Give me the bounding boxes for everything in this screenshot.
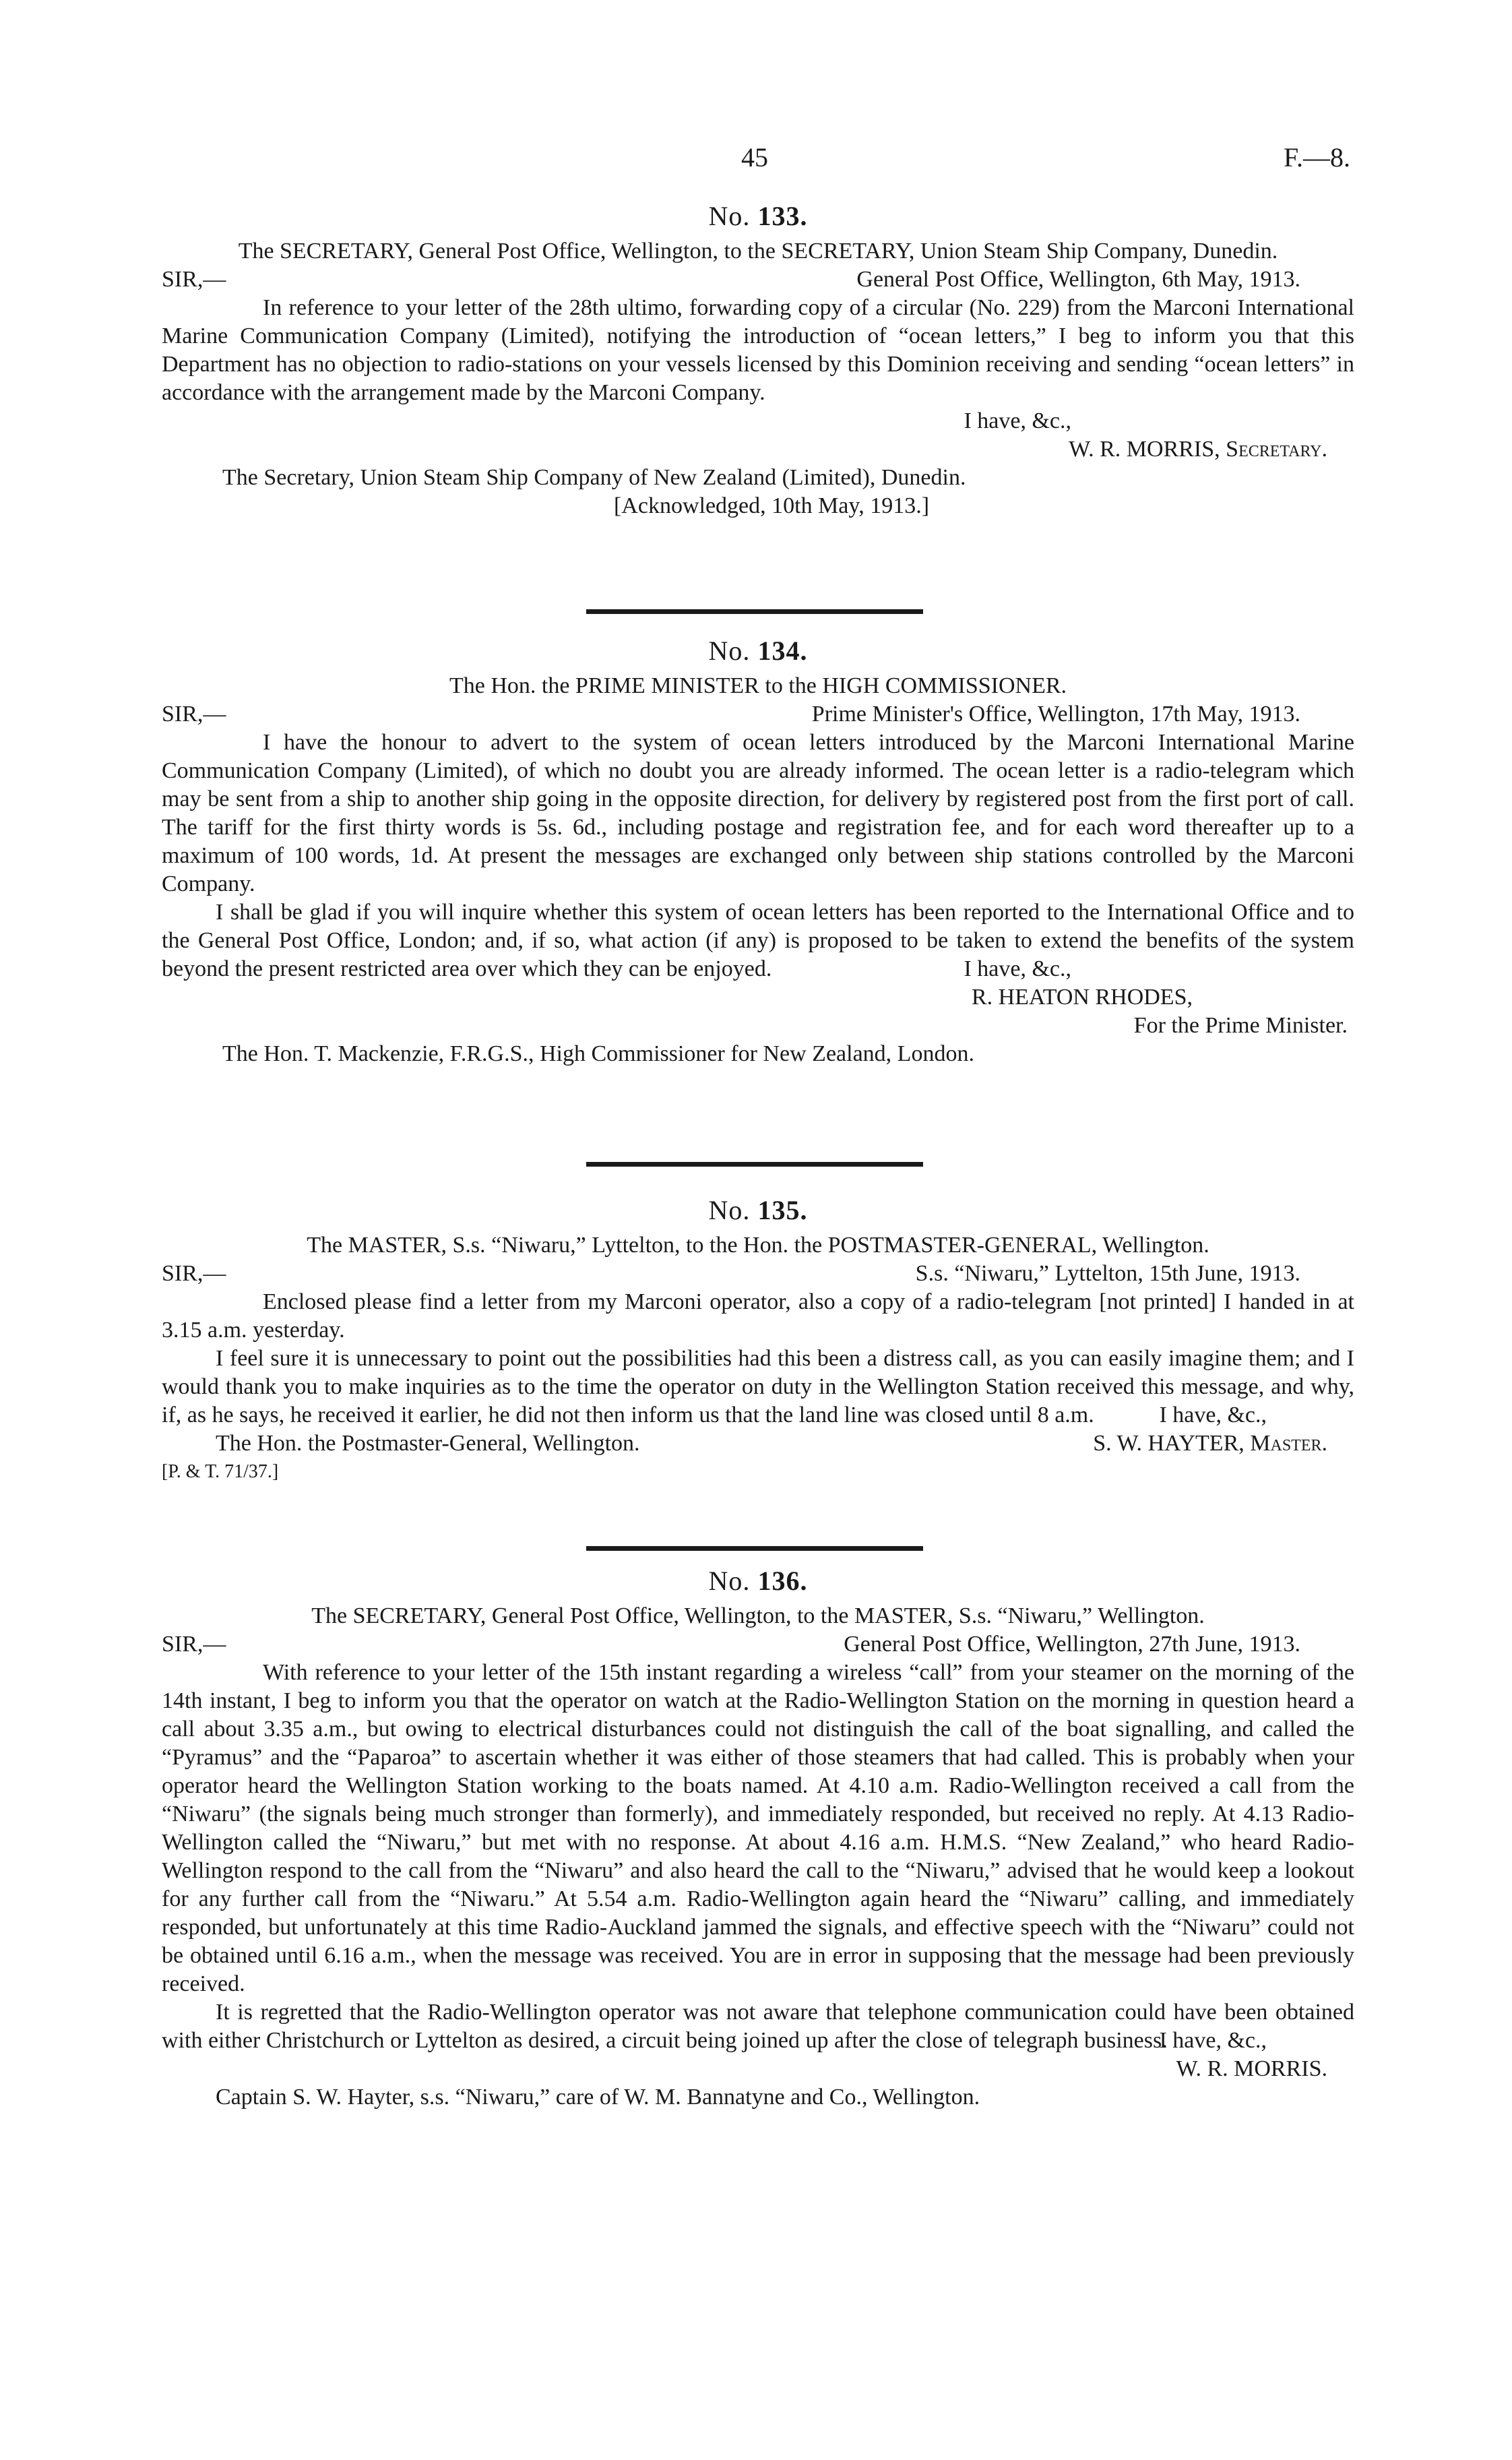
dateline: General Post Office, Wellington, 6th May, 1913. — [856, 267, 1300, 292]
page-number: 45 — [741, 142, 768, 173]
dateline: S.s. “Niwaru,” Lyttelton, 15th June, 1913. — [915, 1261, 1300, 1286]
salutation: SIR,— — [162, 702, 226, 727]
salutation: SIR,— — [162, 1261, 226, 1286]
signature: W. R. MORRIS, Secretary. — [1069, 437, 1327, 462]
recipient: The Hon. the Postmaster-General, Wellington. — [216, 1431, 640, 1456]
file-reference: [P. & T. 71/37.] — [162, 1461, 279, 1482]
salutation-line — [162, 700, 1354, 729]
section-divider — [586, 1546, 923, 1551]
section-divider — [586, 609, 923, 614]
letter-body: With reference to your letter of the 15th instant regarding a wireless “call” from your steamer on the morning of the 14th instant, I beg to inform you that the operator on watch at the Radio-Wellington Station on the morning in question heard a call about 3.35 a.m., but owing to electrical disturbances could not distinguish the call of the boat signalling, and called the “Pyramus” and the “Paparoa” to ascertain whether it was either of those steamers that had called. This is probably when your operator heard the Wellington Station working to the boats named. At 4.10 a.m. Radio-Wellington received a call from the “Niwaru” (the signals being much stronger than formerly), and immediately responded, but received no reply. At 4.13 Radio-Wellington called the “Niwaru,” but met with no response. At about 4.16 a.m. H.M.S. “New Zealand,” who heard Radio-Wellington respond to the call from the “Niwaru” and also heard the call to the “Niwaru,” advised that he would keep a lookout for any further call from the “Niwaru.” At 5.54 a.m. Radio-Wellington again heard the “Niwaru” calling, and immediately responded, but unfortunately at this time Radio-Auckland jammed the signals, and effective speech with the “Niwaru” could not be obtained until 6.16 a.m., when the message was received. You are in error in supposing that the message had been previously received. — [162, 1660, 1354, 1996]
closing: I have, &c., — [1159, 1403, 1267, 1427]
salutation-line — [162, 1260, 1354, 1288]
recipient: The Hon. T. Mackenzie, F.R.G.S., High Commissioner for New Zealand, London. — [222, 1041, 974, 1066]
letter-address: The Hon. the PRIME MINISTER to the HIGH COMMISSIONER. — [449, 673, 1067, 698]
letter-number-heading: No. 134. — [708, 636, 808, 666]
letter-135 — [162, 1196, 1354, 1486]
letter-number-heading: No. 135. — [708, 1195, 808, 1225]
signature-capacity: For the Prime Minister. — [1133, 1013, 1348, 1038]
signature: S. W. HAYTER, Master. — [1093, 1431, 1327, 1456]
letter-body: In reference to your letter of the 28th ultimo, forwarding copy of a circular (No. 229) from the Marconi International Marine Communication Company (Limited), notifying the introduction of “ocean letters,” I beg to inform you that this Department has no objection to radio-stations on your vessels licensed by this Dominion receiving and sending “ocean letters” in accordance with the arrangement made by the Marconi Company. — [162, 295, 1354, 405]
letter-134 — [162, 637, 1354, 1068]
salutation: SIR,— — [162, 267, 226, 292]
letter-136 — [162, 1567, 1354, 2112]
closing: I have, &c., — [1159, 2028, 1267, 2053]
salutation-line — [162, 1630, 1354, 1659]
letter-body: I have the honour to advert to the system of ocean letters introduced by the Marconi International Marine Communication Company (Limited), of which no doubt you are already informed. The ocean letter is a radio-telegram which may be sent from a ship to another ship going in the opposite direction, for delivery by registered post from the first port of call. The tariff for the first thirty words is 5s. 6d., including postage and registration fee, and for each word thereafter up to a maximum of 100 words, 1d. At present the messages are exchanged only between ship stations controlled by the Marconi Company. — [162, 730, 1354, 896]
letter-body-continued: I feel sure it is unnecessary to point out the possibilities had this been a distress call, as you can easily imagine them; and I would thank you to make inquiries as to the time the operator on duty in the Wellington Station received this message, and why, if, as he says, he received it earlier, he did not then inform us that the land line was closed until 8 a.m. — [162, 1346, 1354, 1427]
letter-address: The MASTER, S.s. “Niwaru,” Lyttelton, to the Hon. the POSTMASTER-GENERAL, Wellington. — [307, 1233, 1209, 1258]
closing: I have, &c., — [964, 408, 1071, 433]
salutation: SIR,— — [162, 1632, 226, 1657]
document-reference: F.—8. — [1283, 142, 1350, 173]
dateline: Prime Minister's Office, Wellington, 17th May, 1913. — [811, 702, 1300, 727]
section-divider — [586, 1162, 923, 1167]
letter-133 — [162, 202, 1354, 520]
letter-number-heading: No. 133. — [708, 201, 808, 231]
letter-address: The SECRETARY, General Post Office, Wellington, to the SECRETARY, Union Steam Ship Company, Dunedin. — [238, 239, 1278, 264]
letter-body: Enclosed please find a letter from my Marconi operator, also a copy of a radio-telegram [not printed] I handed in at 3.15 a.m. yesterday. — [162, 1289, 1354, 1343]
letter-body-continued: I shall be glad if you will inquire whether this system of ocean letters has been reported to the International Office and to the General Post Office, London; and, if so, what action (if any) is proposed to be taken to extend the benefits of the system beyond the present restricted area over which they can be enjoyed. — [162, 900, 1354, 981]
letter-number-heading: No. 136. — [708, 1566, 808, 1596]
recipient-signature-line — [162, 1429, 1354, 1458]
acknowledgement-note: [Acknowledged, 10th May, 1913.] — [613, 493, 930, 518]
signature: R. HEATON RHODES, — [971, 985, 1193, 1010]
closing: I have, &c., — [964, 956, 1071, 981]
recipient: Captain S. W. Hayter, s.s. “Niwaru,” care of W. M. Bannatyne and Co., Wellington. — [216, 2085, 980, 2110]
dateline: General Post Office, Wellington, 27th June, 1913. — [844, 1632, 1300, 1657]
letter-body-continued: It is regretted that the Radio-Wellington operator was not aware that telephone communication could have been obtained with either Christchurch or Lyttelton as desired, a circuit being joined up after the close of telegraph business. — [162, 2000, 1354, 2053]
letter-address: The SECRETARY, General Post Office, Wellington, to the MASTER, S.s. “Niwaru,” Wellington. — [311, 1603, 1205, 1628]
salutation-line — [162, 266, 1354, 294]
signature: W. R. MORRIS. — [1176, 2056, 1327, 2081]
recipient: The Secretary, Union Steam Ship Company of New Zealand (Limited), Dunedin. — [222, 465, 966, 490]
